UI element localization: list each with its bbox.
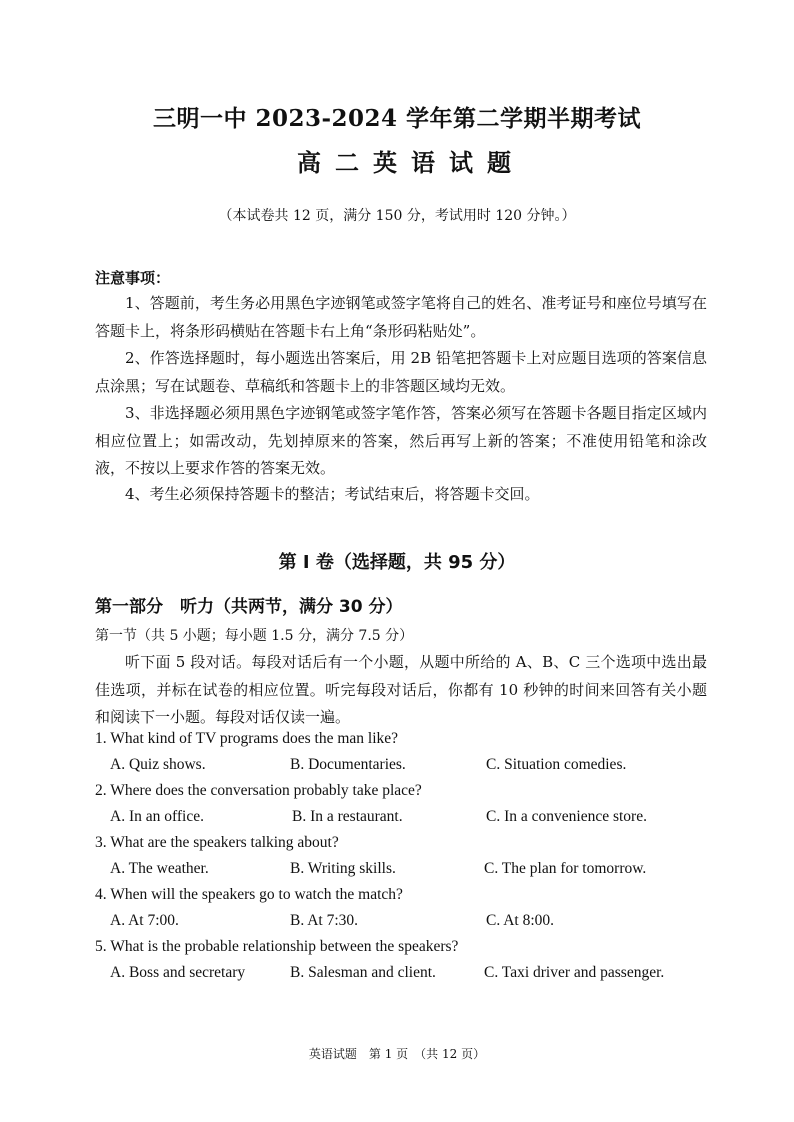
q5-option-a: A. Boss and secretary [110, 964, 246, 981]
notice-item-4: 4、考生必须保持答题卡的整洁；考试结束后，将答题卡交回。 [125, 485, 540, 503]
question-1: 1. What kind of TV programs does the man like? [95, 730, 399, 747]
q2-option-c: C. In a convenience store. [486, 808, 647, 825]
listening-instructions: 听下面 5 段对话。每段对话后有一个小题，从题中所给的 A、B、C 三个选项中选出最佳选项，并标在试卷的相应位置。听完每段对话后，你都有 10 秒钟的时间来回答有关小题和阅读下一小题。每段对话仅读一遍。 [95, 653, 707, 726]
q5-option-b: B. Salesman and client. [290, 964, 436, 981]
q5-option-c: C. Taxi driver and passenger. [484, 964, 665, 981]
q1-option-a: A. Quiz shows. [110, 756, 206, 773]
notice-heading: 注意事项： [95, 269, 171, 287]
subsection-title: 第一节（共 5 小题；每小题 1.5 分，满分 7.5 分） [95, 628, 414, 644]
part-title: 第一部分 听力（共两节，满分 30 分） [95, 597, 403, 617]
q2-option-a: A. In an office. [110, 808, 204, 825]
question-2: 2. Where does the conversation probably take place? [95, 782, 422, 799]
q2-option-b: B. In a restaurant. [292, 808, 403, 825]
q3-option-c: C. The plan for tomorrow. [484, 860, 647, 877]
exam-subject: 高二英语试题 [297, 148, 525, 177]
q4-option-b: B. At 7:30. [290, 912, 359, 929]
question-4: 4. When will the speakers go to watch the match? [95, 886, 403, 903]
q4-option-a: A. At 7:00. [110, 912, 179, 929]
section-title: 第 I 卷（选择题，共 95 分） [278, 552, 516, 573]
question-5: 5. What is the probable relationship between the speakers? [95, 938, 459, 955]
q3-option-b: B. Writing skills. [290, 860, 396, 877]
q4-option-c: C. At 8:00. [486, 912, 555, 929]
question-3: 3. What are the speakers talking about? [95, 834, 339, 851]
q1-option-c: C. Situation comedies. [486, 756, 627, 773]
notice-item-1: 1、答题前，考生务必用黑色字迹钢笔或签字笔将自己的姓名、准考证号和座位号填写在答题卡上，将条形码横贴在答题卡右上角“条形码粘贴处”。 [95, 294, 707, 340]
q1-option-b: B. Documentaries. [290, 756, 406, 773]
notice-item-3: 3、非选择题必须用黑色字迹钢笔或签字笔作答，答案必须写在答题卡各题目指定区域内相应位置上；如需改动，先划掉原来的答案，然后再写上新的答案；不准使用铅笔和涂改液，不按以上要求作答的答案无效。 [95, 404, 707, 477]
exam-title: 三明一中 2023-2024 学年第二学期半期考试 [152, 105, 642, 132]
q3-option-a: A. The weather. [110, 860, 209, 877]
exam-info: （本试卷共 12 页，满分 150 分，考试用时 120 分钟。） [218, 208, 576, 224]
page-footer: 英语试题 第 1 页 （共 12 页） [308, 1047, 486, 1061]
notice-item-2: 2、作答选择题时，每小题选出答案后，用 2B 铅笔把答题卡上对应题目选项的答案信息点涂黑；写在试题卷、草稿纸和答题卡上的非答题区域均无效。 [95, 349, 707, 395]
